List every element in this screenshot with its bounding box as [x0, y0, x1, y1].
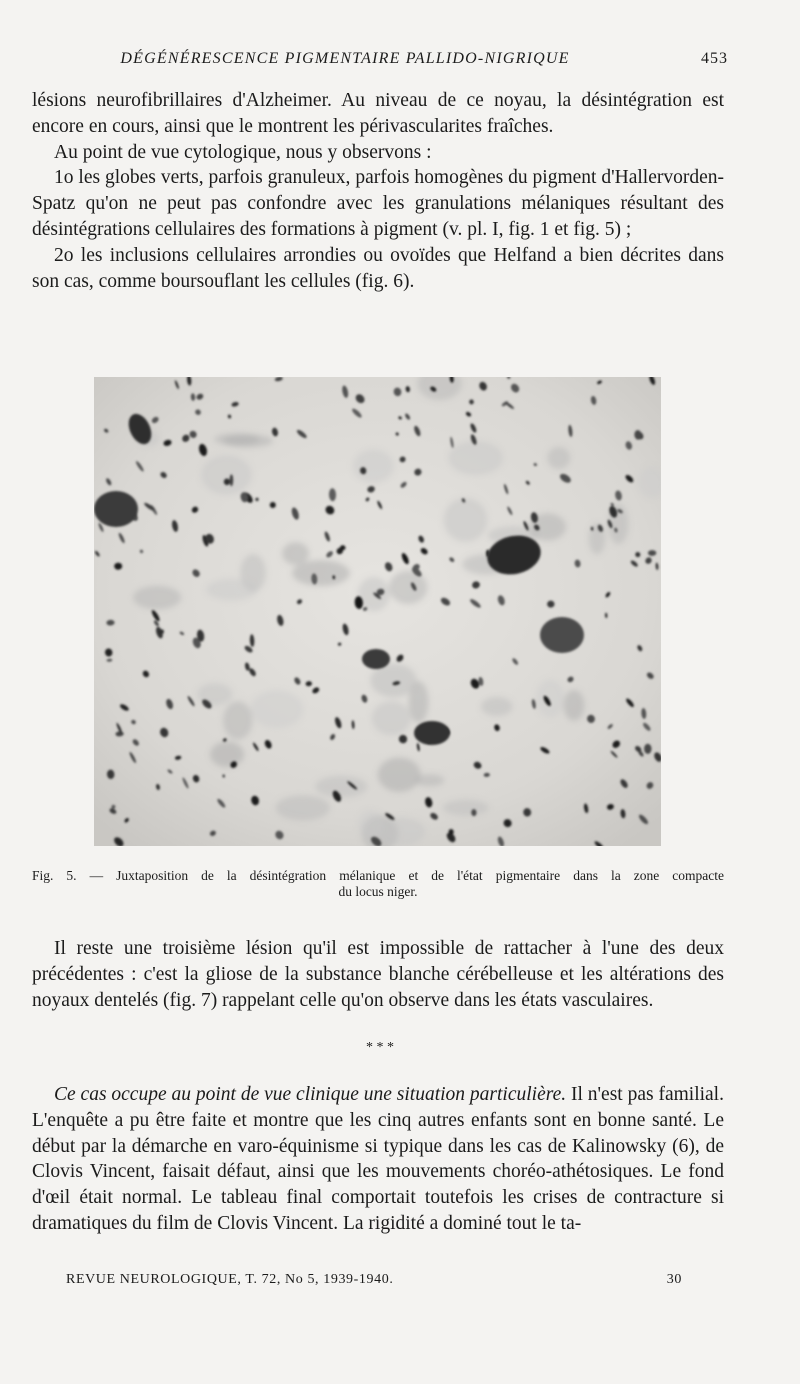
page-number: 453	[701, 50, 728, 67]
journal-reference: REVUE NEUROLOGIQUE, T. 72, No 5, 1939-1940.	[66, 1272, 394, 1287]
micrograph-image	[94, 377, 661, 846]
running-title: DÉGÉNÉRESCENCE PIGMENTAIRE PALLIDO-NIGRIQUE	[120, 50, 570, 67]
separator-stars: * * *	[366, 1040, 394, 1055]
body-text-bottom	[32, 936, 724, 1013]
paragraph: 2o les inclusions cellulaires arrondies ou ovoïdes que Helfand a bien décrites dans son cas, comme boursouflant les cellules (fig. 6).	[32, 244, 724, 292]
caption-line: du locus niger.	[338, 884, 418, 899]
section-separator	[360, 1040, 400, 1067]
micrograph-figure	[94, 377, 661, 846]
italic-lead: Ce cas occupe au point de vue clinique une situation particulière.	[54, 1084, 567, 1105]
paragraph-rest: Il n'est pas familial. L'enquête a pu être faite et montre que les cinq autres enfants sont en bonne santé. Le début par la démarche en varo-équinisme si typique dans les cas de Kalinowsky (6), de Clovis Vincent, faisait défaut, ainsi que les mouvements choréo-athétosiques. Le fond d'œil était normal. Le tableau final comportait toutefois les crises de contracture si dramatiques du film de Clovis Vincent. La rigidité a dominé tout le ta-	[32, 1084, 724, 1234]
paragraph: Au point de vue cytologique, nous y observons :	[54, 141, 432, 163]
figure-caption	[32, 868, 724, 900]
body-text-final	[32, 1082, 724, 1237]
paragraph	[32, 1082, 724, 1237]
paragraph: Il reste une troisième lésion qu'il est impossible de rattacher à l'une des deux précédentes : c'est la gliose de la substance blanche cérébelleuse et les altérations des noyaux dentelés (fig. 7) rappelant celle qu'on observe dans les états vasculaires.	[32, 938, 724, 1011]
body-text-top	[32, 88, 724, 294]
paragraph: 1o les globes verts, parfois granuleux, parfois homogènes du pigment d'Hallervorden-Spatz qu'on ne peut pas confondre avec les granulations mélaniques résultant des désintégrations cellulaires des formations à pigment (v. pl. I, fig. 1 et fig. 5) ;	[32, 167, 724, 240]
signature-number: 30	[666, 1272, 682, 1287]
running-header	[32, 50, 728, 72]
page-footer	[66, 1272, 682, 1292]
caption-line: Fig. 5. — Juxtaposition de la désintégration mélanique et de l'état pigmentaire dans la zone compacte	[32, 868, 724, 883]
paragraph: lésions neurofibrillaires d'Alzheimer. Au niveau de ce noyau, la désintégration est encore en cours, ainsi que le montrent les périvascularites fraîches.	[32, 90, 724, 137]
